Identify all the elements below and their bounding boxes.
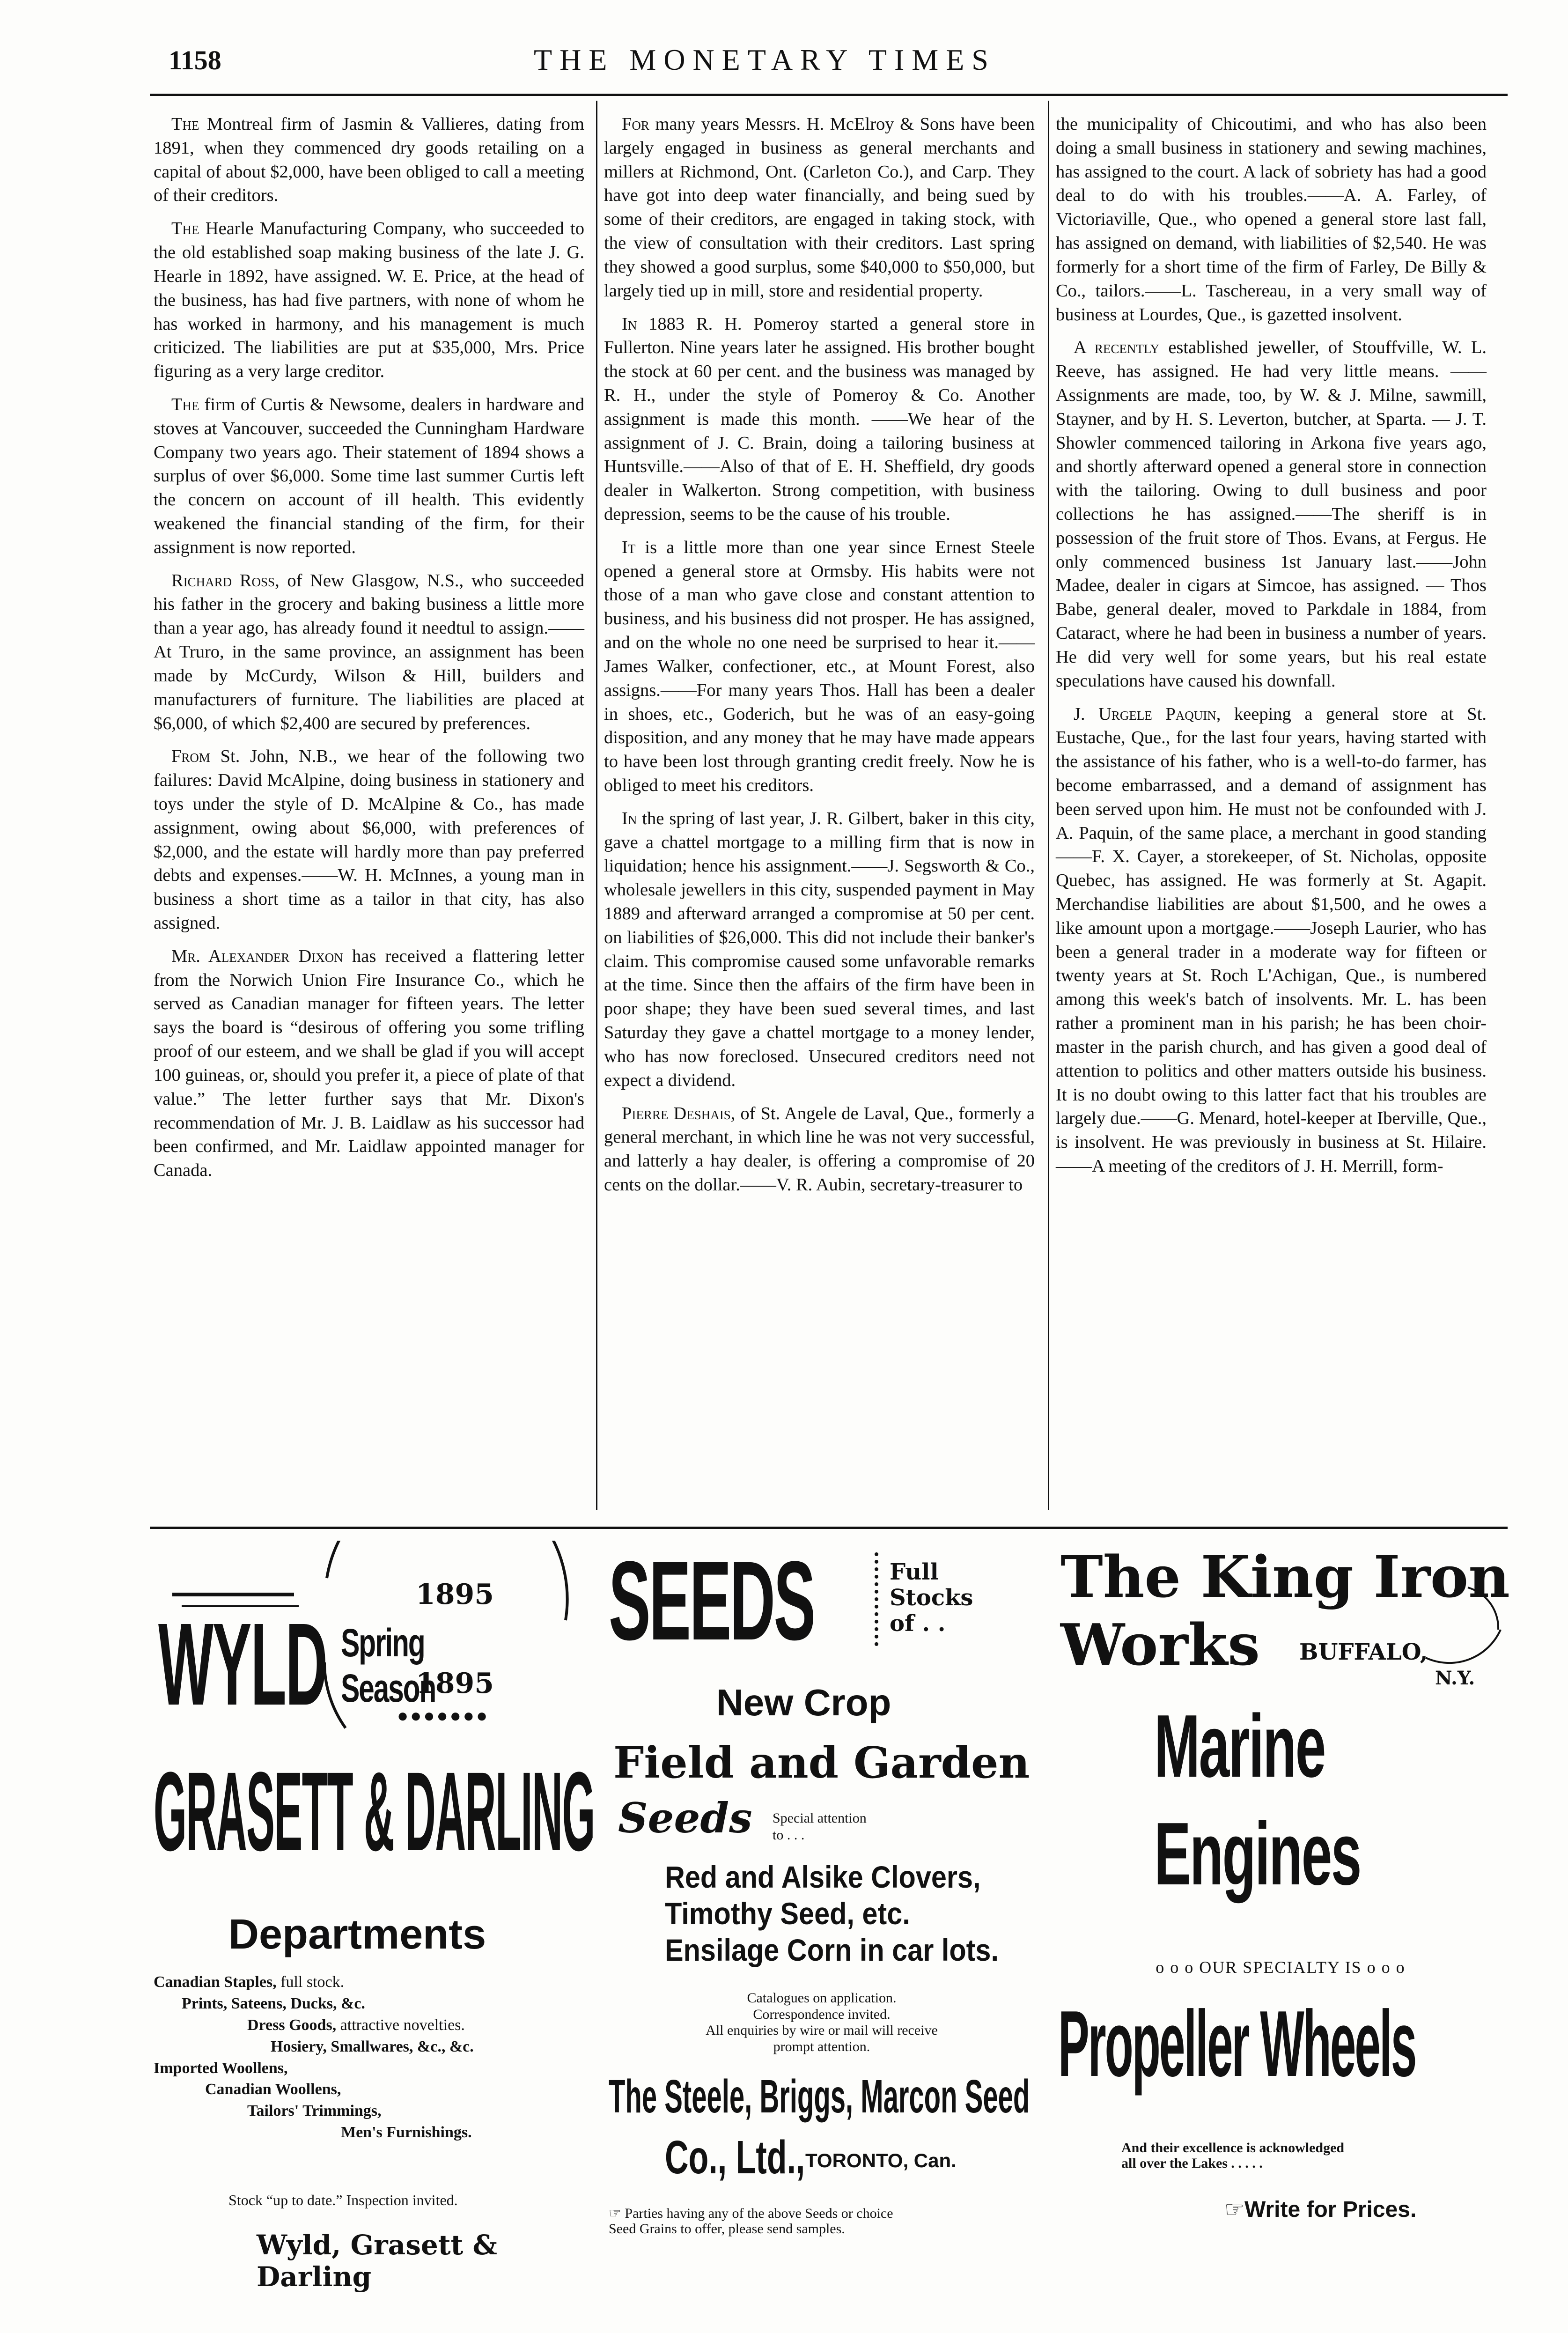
seeds-special	[773, 1810, 867, 1844]
seeds-special-line: Special attention	[773, 1810, 867, 1826]
seeds-full: Full	[890, 1559, 939, 1585]
king-specialty: o o o OUR SPECIALTY IS o o o	[1156, 1958, 1406, 1977]
article-paragraph	[154, 569, 584, 736]
paragraph-lead: Mr. Alexander Dixon	[171, 946, 343, 966]
paragraph-text: Montreal firm of Jasmin & Vallieres, dating from 1891, when they commenced dry goods retailing on a capital of about $2,000, have been obliged to call a meeting of their creditors.	[154, 114, 584, 206]
article-paragraph	[1056, 702, 1487, 1178]
seeds-new-crop: New Crop	[716, 1682, 891, 1723]
column-2	[604, 112, 1035, 1206]
paragraph-lead: In	[622, 808, 637, 828]
wyld-stock: Stock “up to date.” Inspection invited.	[228, 2192, 458, 2208]
king-write-label: Write for Prices.	[1244, 2197, 1417, 2222]
wyld-department-line	[154, 2058, 589, 2079]
wyld-department-line	[154, 1993, 589, 2015]
paragraph-lead: The	[171, 114, 199, 134]
wyld-department-line	[154, 2036, 589, 2058]
wyld-department-name: Canadian Woollens,	[205, 2081, 341, 2098]
king-write	[1224, 2196, 1416, 2222]
seeds-company-line1: The Steele, Briggs, Marcon Seed	[609, 2070, 1030, 2123]
article-paragraph	[604, 536, 1035, 797]
wyld-departments: Departments	[228, 1911, 486, 1958]
wyld-department-list	[154, 1971, 589, 2143]
paragraph-lead: The	[171, 219, 199, 239]
wyld-department-name: Prints, Sateens, Ducks, &c.	[182, 1994, 365, 2012]
paragraph-lead: Pierre Deshais	[622, 1103, 731, 1123]
article-paragraph	[154, 945, 584, 1182]
paragraph-text: , of New Glasgow, N.S., who succeeded his father in the grocery and baking business a little more than a year ago, has already found it needtul to assign.——At Truro, in the same province, an assignment has been made by McCurdy, Wilson & Hill, builders and manufacturers of furniture. The liabilities are placed at $6,000, of which $2,400 are secured by preferences.	[154, 570, 584, 733]
paragraph-text: firm of Curtis & Newsome, dealers in hardware and stoves at Vancouver, succeeded the Cunningham Hardware Company two years ago. Their statement of 1894 shows a surplus of over $6,000. Some time last summer Curtis left the concern on account of ill health. This evidently weakened the financial standing of the firm, for their assignment is now reported.	[154, 394, 584, 557]
wyld-department-name: Dress Goods,	[247, 2016, 337, 2034]
king-lakes: all over the Lakes . . . . .	[1121, 2156, 1263, 2171]
seeds-timothy: Timothy Seed, etc.	[665, 1896, 910, 1931]
paragraph-text: , keeping a general store at St. Eustache, Que., for the last four years, having started with the assistance of his father, who is a well-to-do farmer, has become embarrassed, and a demand of assignment has been served upon him. He must not be confounded with J. A. Paquin, of the same place, a merchant in good standing——F. X. Cayer, a storekeeper, of St. Nicholas, opposite Quebec, has assigned. He was formerly at St. Agapit. Merchandise liabilities are about $1,500, and he owes a like amount upon a mortgage.——Joseph Laurier, who has been a general trader in a moderate way for fifteen or twenty years at St. Roch L'Achigan, Que., is numbered among this week's batch of insolvents. Mr. L. has been rather a prominent man in his parish; he has been choir-master in the parish church, and has given a good deal of attention to politics and other matters outside his business. It is no doubt owing to this latter fact that his troubles are largely due.——G. Menard, hotel-keeper at Iberville, Que., is insolvent. He was previously in business at St. Hilaire.——A meeting of the creditors of J. H. Merrill, form-	[1056, 704, 1487, 1176]
wyld-department-line	[154, 1971, 589, 1993]
seeds-ensilage: Ensilage Corn in car lots.	[665, 1932, 999, 1967]
paragraph-text: , of St. Angele de Laval, Que., formerly a general merchant, in which line he was not very successful, and latterly a hay dealer, is offering a compromise of 20 cents on the dollar.——V. R. Aubin, secretary-treasurer to	[604, 1103, 1035, 1195]
king-ny: N.Y.	[1435, 1667, 1475, 1689]
wyld-department-name: Men's Furnishings.	[341, 2124, 472, 2141]
article-paragraph	[604, 807, 1035, 1093]
paragraph-lead: It	[622, 537, 636, 557]
seeds-of: of . .	[890, 1610, 946, 1637]
king-marine: Marine	[1154, 1697, 1325, 1796]
paragraph-lead: A recently	[1074, 338, 1160, 358]
page-number: 1158	[169, 45, 221, 75]
paragraph-text: many years Messrs. H. McElroy & Sons have been largely engaged in business as general merchants and millers at Richmond, Ont. (Carleton Co.), and Carp. They have got into deep water financially, and being sued by some of their creditors, are engaged in taking stock, with the view of consultation with their creditors. Last spring they showed a good surplus, some $40,000 to $50,000, but largely tied up in mill, store and residential property.	[604, 114, 1035, 301]
masthead: THE MONETARY TIMES	[534, 43, 996, 76]
header-rule	[150, 94, 1508, 96]
wyld-department-name: Hosiery, Smallwares, &c., &c.	[271, 2038, 474, 2055]
article-paragraph	[1056, 336, 1487, 693]
wyld-department-line	[154, 2100, 589, 2122]
seeds-field-garden: Field and Garden	[613, 1737, 1030, 1788]
seeds-products	[665, 1859, 999, 1969]
seeds-stocks: Stocks	[890, 1585, 973, 1611]
seeds-info	[604, 1990, 1039, 2055]
seeds-parties-line2: Seed Grains to offer, please send samples.	[609, 2221, 845, 2237]
page-header	[169, 44, 1526, 87]
article-paragraph	[154, 745, 584, 935]
seeds-to: to . . .	[773, 1827, 805, 1843]
ads-rule	[150, 1527, 1508, 1529]
seeds-parties-line1: Parties having any of the above Seeds or choice	[625, 2206, 893, 2221]
pointing-hand-icon: ☞	[609, 2206, 621, 2221]
wyld-name: WYLD	[158, 1599, 327, 1729]
seeds-dotted-rule	[875, 1552, 878, 1646]
wyld-dots: ●●●●●●●	[397, 1705, 490, 1726]
king-excellence-line1: And their excellence is acknowledged	[1121, 2140, 1345, 2156]
king-title-line1: The King Iron	[1060, 1543, 1510, 1610]
paragraph-lead: In	[622, 314, 637, 334]
paragraph-text: the municipality of Chicoutimi, and who has also been doing a small business in stationery and sewing machines, has assigned to the court. A lack of sobriety has had a good deal to do with his troubles.——A. A. Farley, of Victoriaville, Que., who opened a general store last fall, has assigned on demand, with liabilities of $2,540. He was formerly for a short time of the firm of Farley, De Billy & Co., tailors.——L. Taschereau, in a very small way of business at Lourdes, Que., is gazetted insolvent.	[1056, 114, 1487, 325]
article-paragraph	[154, 112, 584, 207]
king-buffalo: BUFFALO,	[1299, 1639, 1428, 1665]
grasett-darling: GRASETT & DARLING	[154, 1749, 595, 1874]
paragraph-lead: From	[171, 746, 210, 767]
wyld-department-line	[154, 2015, 589, 2036]
king-excellence	[1121, 2140, 1344, 2171]
seeds-correspondence: Correspondence invited.	[753, 2006, 891, 2022]
article-paragraph	[604, 312, 1035, 526]
seeds-company-line2: Co., Ltd.,	[665, 2131, 805, 2184]
wyld-year-bottom: 1895	[416, 1667, 494, 1700]
king-title-line2: Works	[1060, 1611, 1260, 1678]
ad-seeds	[604, 1538, 1039, 2299]
wyld-department-name: Imported Woollens,	[154, 2059, 288, 2077]
paragraph-text: 1883 R. H. Pomeroy started a general store in Fullerton. Nine years later he assigned. His brother bought the stock at 60 per cent. and the business was managed by R. H., under the style of Pomeroy & Co. Another assignment is made this month. ——We hear of the assignment of J. C. Brain, doing a tailoring business at Huntsville.——Also of that of E. H. Sheffield, dry goods dealer in Walkerton. Strong competition, with business depression, seems to be the cause of his trouble.	[604, 314, 1035, 524]
article-paragraph	[154, 217, 584, 384]
ad-king-iron-works	[1056, 1541, 1510, 2299]
seeds-catalogues: Catalogues on application.	[747, 1990, 897, 2006]
paragraph-lead: The	[171, 394, 199, 414]
wyld-department-name: Tailors' Trimmings,	[247, 2102, 382, 2120]
king-engines: Engines	[1154, 1804, 1361, 1904]
paragraph-text: Hearle Manufacturing Company, who succeeded to the old established soap making business of the late J. G. Hearle in 1892, have assigned. W. E. Price, at the head of the business, has had five partners, with none of whom he has worked in harmony, and his management is much criticized. The liabilities are put at $35,000, Mrs. Price figuring as a very large creditor.	[154, 219, 584, 382]
column-divider	[1048, 101, 1049, 1510]
column-divider	[596, 101, 597, 1510]
wyld-department-line	[154, 2079, 589, 2100]
seeds-clovers: Red and Alsike Clovers,	[665, 1860, 981, 1894]
seeds-seeds: Seeds	[618, 1794, 752, 1842]
column-3	[1056, 112, 1487, 1188]
seeds-heading: SEEDS	[609, 1538, 814, 1663]
article-paragraph	[604, 112, 1035, 303]
wyld-department-note: full stock.	[276, 1973, 345, 1991]
wyld-year-top: 1895	[416, 1578, 494, 1611]
seeds-parties	[609, 2206, 1039, 2237]
paragraph-text: St. John, N.B., we hear of the following two failures: David McAlpine, doing business in stationery and toys under the style of D. McAlpine & Co., has made assignment, owing about $6,000, with preferences of $2,000, and the estate will hardly more than pay preferred debts and expenses.——W. H. McInnes, a young man in business a short time as a tailor in that city, has also assigned.	[154, 746, 584, 933]
pointing-hand-icon: ☞	[1224, 2197, 1245, 2222]
seeds-enquiries: All enquiries by wire or mail will receive	[706, 2023, 938, 2038]
wyld-season: Spring Season	[341, 1621, 436, 1710]
wyld-department-name: Canadian Staples,	[154, 1973, 277, 1991]
king-propeller-wheels: Propeller Wheels	[1058, 1992, 1416, 2096]
paragraph-text: has received a flattering letter from the Norwich Union Fire Insurance Co., which he served as Canadian manager for fifteen years. The letter says the board is “desirous of offering you some trifling proof of our esteem, and we shall be glad if you will accept 100 guineas, or, should you prefer it, a piece of plate of that value.” The letter further says that Mr. Dixon's recommendation of Mr. J. B. Laidlaw as his successor had been confirmed, and Mr. Laidlaw appointed manager for Canada.	[154, 946, 584, 1181]
paragraph-text: the spring of last year, J. R. Gilbert, baker in this city, gave a chattel mortgage to a milling firm that is now in liquidation; hence his assignment.——J. Segsworth & Co., wholesale jewellers in this city, suspended payment in May 1889 and afterward arranged a compromise at 50 per cent. on liabilities of $26,000. This did not include their banker's claim. This compromise caused some unfavorable remarks at the time. Since then the affairs of the firm have been in poor shape; they have been sued several times, and last Saturday they gave a chattel mortgage to a money lender, who has now foreclosed. Unsecured creditors need not expect a dividend.	[604, 808, 1035, 1090]
seeds-prompt: prompt attention.	[773, 2038, 870, 2054]
wyld-footer: Wyld, Grasett & Darling	[257, 2229, 497, 2293]
seeds-full-stocks	[890, 1559, 973, 1637]
seeds-toronto: TORONTO, Can.	[805, 2149, 957, 2171]
ad-wyld-grasett-darling	[154, 1541, 595, 2299]
wyld-department-line	[154, 2122, 589, 2143]
article-paragraph	[1056, 112, 1487, 326]
article-paragraph	[604, 1102, 1035, 1197]
paragraph-lead: For	[622, 114, 649, 134]
paragraph-text: established jeweller, of Stouffville, W. L. Reeve, has assigned. He had very little means. ——Assignments are made, too, by W. & J. Milne, sawmill, Stayner, and by H. S. Leverton, butcher, at Sparta. — J. T. Showler commenced tailoring in Arkona five years ago, and shortly afterward opened a general store in connection with the tailoring. Owing to dull business and poor collections he has assigned.——The sheriff is in possession of the fruit store of Thos. Evans, at Fergus. He only commenced business 1st January last.——John Madee, dealer in cigars at Simcoe, has assigned. — Thos Babe, general dealer, moved to Parkdale in 1884, from Cataract, where he had been in business a number of years. He did very well for some years, but his real estate speculations have caused his downfall.	[1056, 338, 1487, 691]
wyld-department-note: attractive novelties.	[336, 2016, 465, 2034]
paragraph-lead: Richard Ross	[171, 570, 275, 591]
paragraph-lead: J. Urgele Paquin	[1074, 704, 1216, 724]
article-paragraph	[154, 393, 584, 560]
paragraph-text: is a little more than one year since Ernest Steele opened a general store at Ormsby. His habits were not those of a man who gave close and constant attention to business, and his business did not prosper. He has assigned, and on the whole no one need be surprised to hear it.——James Walker, confectioner, etc., at Mount Forest, also assigns.——For many years Thos. Hall has been a dealer in shoes, etc., Goderich, but he was of an easy-going disposition, and any money that he may have made appears to have been lost through granting credit freely. Now he is obliged to meet his creditors.	[604, 537, 1035, 795]
column-1	[154, 112, 584, 1192]
